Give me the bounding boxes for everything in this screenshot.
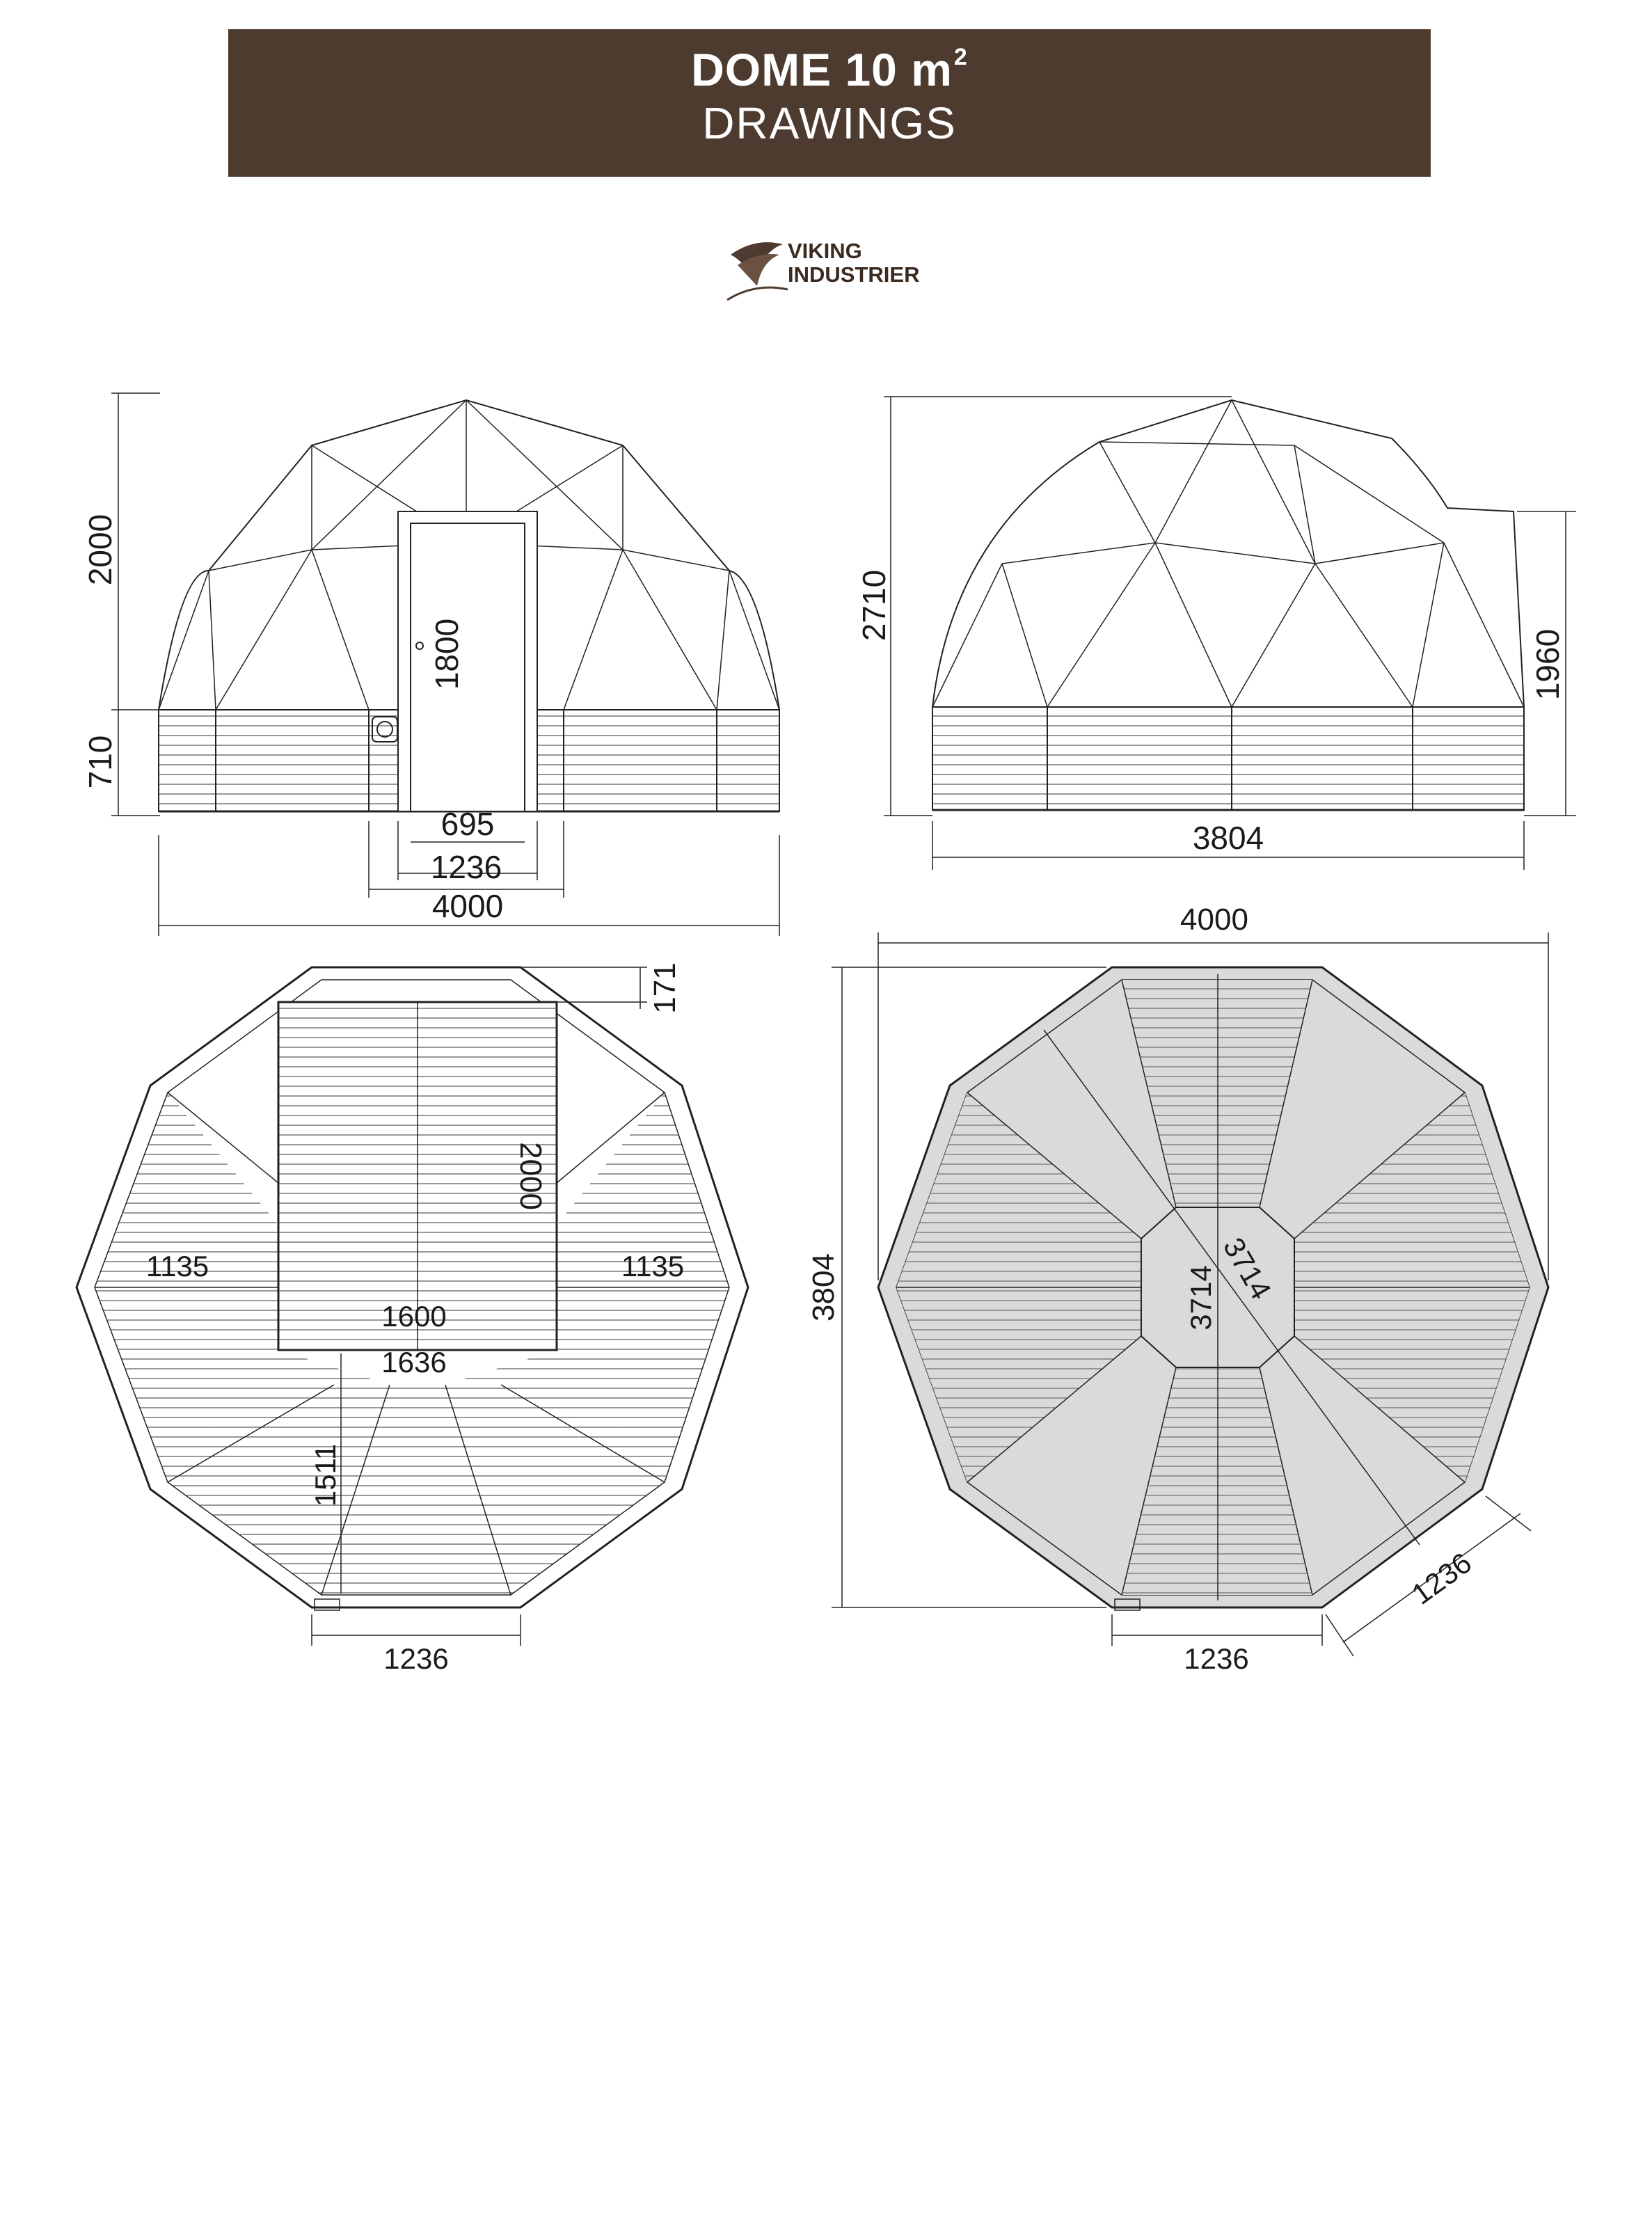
dim-right-diag-a: 3714 xyxy=(1184,1265,1217,1331)
dim-right-top-width: 4000 xyxy=(1180,903,1248,937)
dim-left-bottom-edge: 1236 xyxy=(383,1642,449,1675)
dim-door-panel: 1236 xyxy=(430,849,502,885)
dim-right-width: 1135 xyxy=(621,1250,685,1282)
left-door-marker xyxy=(315,1599,340,1610)
dim-right-diag-b: 3714 xyxy=(1216,1232,1278,1305)
dim-front-height-upper: 2000 xyxy=(82,514,118,586)
logo-line1: VIKING xyxy=(788,239,862,263)
dim-front-depth: 1511 xyxy=(309,1443,342,1507)
side-dome-geodesic xyxy=(932,400,1524,707)
dim-door-height: 1800 xyxy=(429,618,465,690)
front-door-frame xyxy=(398,511,537,811)
dim-side-width: 3804 xyxy=(1192,820,1264,856)
page-subtitle: DRAWINGS xyxy=(702,98,957,148)
dim-side-height: 1960 xyxy=(1530,628,1566,701)
dim-side-total-height: 2710 xyxy=(856,569,892,642)
title-superscript: 2 xyxy=(953,44,968,70)
dim-platform-width: 1636 xyxy=(381,1346,447,1379)
dim-bed-width: 1600 xyxy=(381,1300,447,1333)
side-base-fill xyxy=(932,707,1524,810)
page-title: DOME 10 $m^2$ xyxy=(691,44,968,95)
dim-front-height-lower: 710 xyxy=(82,735,118,789)
dim-right-left-height: 3804 xyxy=(807,1253,841,1321)
dim-right-edge-bottom: 1236 xyxy=(1184,1642,1249,1675)
side-view xyxy=(884,397,1576,870)
dim-front-total-width: 4000 xyxy=(431,888,504,924)
dim-left-width: 1135 xyxy=(145,1250,209,1282)
dim-left-top-offset: 171 xyxy=(648,962,682,1014)
side-dome-outline xyxy=(932,400,1524,707)
dim-right-edge-right: 1236 xyxy=(1405,1546,1478,1611)
logo-line2: INDUSTRIER xyxy=(788,262,920,287)
dim-door-width: 695 xyxy=(440,806,495,842)
dim-bed-length: 2000 xyxy=(514,1142,548,1210)
